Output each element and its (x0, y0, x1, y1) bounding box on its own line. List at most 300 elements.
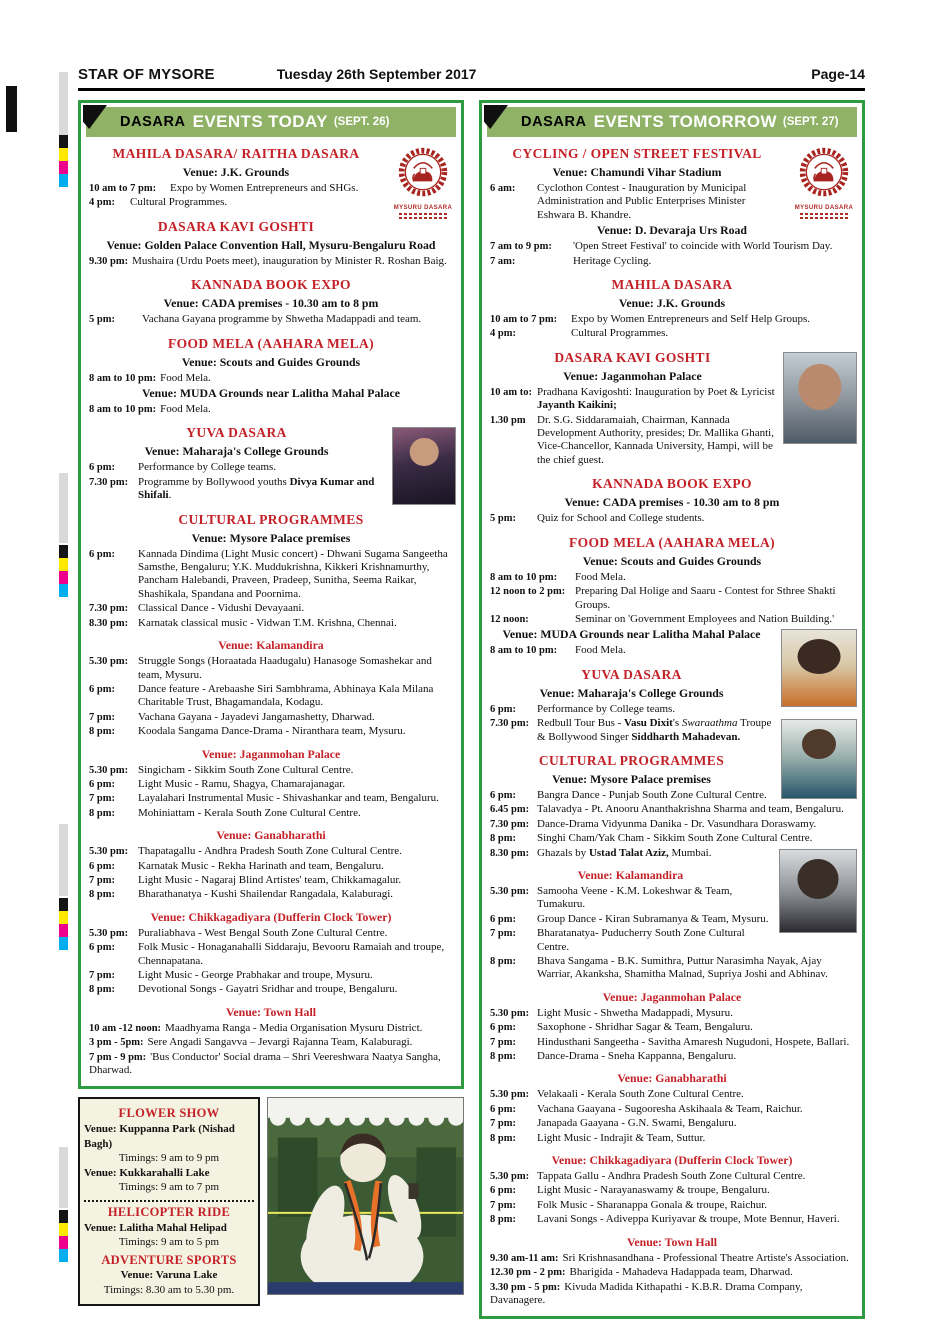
event-description: Bangra Dance - Punjab South Zone Cultural Centre. (537, 788, 767, 801)
event-time: 6 pm: (490, 1185, 516, 1197)
cmyk-bar (59, 937, 68, 950)
event-row (487, 1199, 857, 1212)
logo-tagline-rule (399, 213, 447, 215)
venue-line: Venue: J.K. Grounds (182, 165, 290, 179)
event-description: Mohiniattam - Kerala South Zone Cultural Centre. (138, 806, 361, 819)
event-time: 7 pm: (490, 1036, 516, 1048)
today-sections (86, 146, 456, 1077)
color-bar (59, 473, 68, 543)
event-section (86, 512, 456, 1078)
venue-subheading: Venue: Kalamandira (218, 638, 324, 653)
event-description: Velakaali - Kerala South Zone Cultural Centre. (537, 1088, 744, 1101)
event-section (487, 146, 857, 268)
cmyk-bar (59, 571, 68, 584)
venue-line: Venue: MUDA Grounds near Lalitha Mahal Palace (141, 386, 401, 401)
event-row (487, 313, 857, 326)
event-time: 12 noon to 2 pm: (490, 586, 566, 598)
event-row (86, 182, 456, 195)
event-row (487, 613, 857, 626)
event-description: Kannada Dindima (Light Music concert) - Dhwani Sugama Sangeetha Samsthe, Bengaluru; Y.K. Muddukrishna, Kikkeri Krishnamurthy, Pancham Halebandi, Praveen, Pradeep, Sunitha, Seema Raikar, Shashikala, Spandana and Poornima. (138, 547, 448, 600)
event-description: 'Open Street Festival' to coincide with World Tourism Day. (573, 240, 833, 253)
event-description: Dr. S.G. Siddaramaiah, Chairman, Kannada Development Authority, presides; Dr. Mallika Ghanti, Vice-Chancellor, Kannada University, Hampi, will be the chief guest. (537, 413, 774, 466)
event-description: Pradhana Kavigoshti: Inauguration by Poet & Lyricist Jayanth Kaikini; (537, 385, 775, 412)
event-section (487, 753, 857, 1307)
event-row (86, 548, 456, 602)
section-heading: CULTURAL PROGRAMMES (178, 511, 364, 527)
event-time: 7 pm: (89, 711, 115, 723)
event-description: Hindusthani Sangeetha - Savitha Amaresh Nugudoni, Hospete, Ballari. (537, 1035, 850, 1048)
cmyk-bar (59, 135, 68, 148)
event-time: 8 pm: (490, 1132, 516, 1144)
cmyk-bar (59, 558, 68, 571)
event-section (487, 350, 857, 467)
venue-line: Venue: J.K. Grounds (618, 296, 726, 311)
page-content (78, 100, 865, 1319)
event-time: 7 pm: (89, 874, 115, 886)
event-section (487, 277, 857, 341)
event-row (86, 983, 456, 996)
attraction-title: HELICOPTER RIDE (107, 1205, 231, 1219)
venue-subheading: Venue: Ganabharathi (216, 828, 326, 843)
event-row (86, 655, 456, 682)
event-time: 8 am to 10 pm: (490, 645, 558, 657)
event-row (86, 372, 456, 385)
venue-line: Venue: Jaganmohan Palace (563, 368, 702, 383)
event-row (487, 832, 857, 845)
bottom-row (78, 1097, 464, 1305)
attraction-line: Timings: 9 am to 9 pm (118, 1152, 220, 1165)
event-section (86, 277, 456, 326)
event-description: Seminar on 'Government Employees and Nation Building.' (575, 612, 835, 625)
cmyk-bar (59, 161, 68, 174)
event-description: Bharigida - Mahadeva Hadappada team, Dharwad. (569, 1266, 793, 1279)
venue-line: Venue: Maharaja's College Grounds (539, 685, 724, 700)
event-description: Layalahari Instrumental Music - Shivashankar and team, Bengaluru. (138, 792, 439, 805)
cmyk-bar (59, 584, 68, 597)
event-row (487, 327, 857, 340)
event-row (487, 703, 857, 716)
event-description: Sere Angadi Sangavva – Jevargi Rajanna Team, Kalaburagi. (147, 1036, 413, 1049)
event-description: Group Dance - Kiran Subramanya & Team, Mysuru. (537, 912, 769, 925)
event-time: 7.30 pm: (89, 603, 129, 615)
cmyk-bar (59, 1223, 68, 1236)
event-row (487, 386, 857, 413)
event-row (86, 1022, 456, 1035)
event-time: 7 am to 9 pm: (490, 241, 552, 253)
event-description: Saxophone - Shridhar Sagar & Team, Bengaluru. (537, 1021, 753, 1034)
event-time: 10 am to 7 pm: (490, 314, 558, 326)
issue-date: Tuesday 26th September 2017 (276, 66, 477, 82)
event-time: 6 pm: (490, 913, 516, 925)
logo-label: MYSURU DASARA (794, 205, 854, 211)
event-row (86, 1051, 456, 1078)
event-row (487, 847, 857, 860)
banner-date: (SEPT. 26) (333, 116, 390, 128)
event-time: 5.30 pm: (490, 1007, 530, 1019)
event-time: 8 pm: (89, 726, 115, 738)
event-row (86, 941, 456, 968)
logo-tagline-rule (399, 217, 447, 219)
event-time: 8 pm: (490, 956, 516, 967)
venue-line: Venue: CADA premises - 10.30 am to 8 pm (163, 296, 379, 311)
event-description: Maadhyama Ranga - Media Organisation Mysuru District. (165, 1021, 423, 1034)
event-description: Koodala Sangama Dance-Drama - Niranthara team, Mysuru. (138, 725, 406, 738)
color-bar (59, 1147, 68, 1208)
event-time: 5.30 pm: (89, 927, 129, 939)
event-row (487, 1050, 857, 1063)
event-time: 3 pm - 5pm: (89, 1037, 144, 1049)
cmyk-bar (59, 1236, 68, 1249)
event-section (86, 336, 456, 417)
event-time: 8 pm: (490, 1051, 516, 1063)
cmyk-bar (59, 1249, 68, 1262)
venue-line: Venue: Mysore Palace premises (191, 530, 351, 545)
event-row (86, 711, 456, 724)
event-description: Programme by Bollywood youths Divya Kumar and Shifali. (138, 475, 375, 502)
tomorrow-box (479, 100, 865, 1319)
event-time: 5.30 pm: (490, 1089, 530, 1101)
event-row (86, 888, 456, 901)
section-heading: CYCLING / OPEN STREET FESTIVAL (512, 146, 762, 161)
event-section (86, 425, 456, 502)
event-row (487, 571, 857, 584)
event-row (487, 803, 857, 816)
event-row (487, 913, 857, 926)
event-time: 6 pm: (490, 789, 516, 801)
event-section (86, 219, 456, 268)
event-row (487, 885, 857, 912)
event-description: Karnatak Music - Rekha Harinath and team, Bengaluru. (138, 859, 384, 872)
portrait-photo-musician (781, 629, 857, 707)
event-row (487, 512, 857, 525)
event-description: Light Music - Shwetha Madappadi, Mysuru. (537, 1006, 733, 1019)
event-time: 7.30 pm: (490, 818, 530, 830)
section-heading: KANNADA BOOK EXPO (592, 476, 752, 492)
event-description: Light Music - Ramu, Shagya, Chamarajanagar. (138, 777, 346, 790)
event-time: 8 pm: (490, 1214, 516, 1226)
venue-subheading: Venue: Chikkagadiyara (Dufferin Clock Tower) (150, 909, 392, 924)
event-time: 8 pm: (490, 833, 516, 845)
event-row (487, 414, 857, 468)
event-description: Dance-Drama Vidyunma Danika - Dr. Vasundhara Doraswamy. (537, 817, 817, 830)
event-row (86, 778, 456, 791)
event-time: 4 pm: (89, 197, 115, 209)
today-banner (86, 107, 456, 137)
event-row (86, 969, 456, 982)
event-time: 8 am to 10 pm: (89, 404, 157, 416)
tomorrow-sections (487, 146, 857, 1307)
event-time: 7 pm: (490, 1118, 516, 1130)
event-time: 6 pm: (89, 462, 115, 474)
event-description: Light Music - Indrajit & Team, Suttur. (537, 1131, 706, 1144)
venue-subheading: Venue: Ganabharathi (617, 1071, 727, 1086)
event-row (86, 617, 456, 630)
section-heading: KANNADA BOOK EXPO (191, 277, 351, 293)
event-time: 7.30 pm: (490, 718, 530, 730)
tomorrow-column (479, 100, 865, 1319)
venue-line: Venue: Mysore Palace premises (552, 771, 711, 786)
event-time: 9.30 pm: (89, 255, 129, 267)
event-time: 4 pm: (490, 328, 516, 340)
venue-line: Venue: Golden Palace Convention Hall, Mysuru-Bengaluru Road (106, 237, 436, 252)
venue-line: Venue: Scouts and Guides Grounds (181, 354, 361, 369)
event-row (86, 683, 456, 710)
event-row (487, 255, 857, 268)
event-time: 5.30 pm: (89, 656, 129, 668)
statue-photo (267, 1097, 464, 1295)
venue-subheading: Venue: Town Hall (626, 1234, 718, 1249)
event-row (86, 1036, 456, 1049)
event-row (487, 1266, 857, 1279)
event-description: 'Bus Conductor' Social drama – Shri Veereshwara Naatya Sangha, Dharwad. (89, 1050, 441, 1077)
event-description: Puraliabhava - West Bengal South Zone Cultural Centre. (138, 926, 388, 939)
logo-label: MYSURU DASARA (393, 205, 453, 211)
event-time: 6 am: (490, 183, 516, 194)
event-row (487, 1021, 857, 1034)
event-description: Ghazals by Ustad Talat Aziz, Mumbai. (537, 846, 712, 859)
event-time: 10 am to: (490, 386, 532, 398)
event-row (487, 927, 857, 954)
cmyk-bar (59, 148, 68, 161)
event-time: 8.30 pm: (89, 617, 129, 629)
event-description: Light Music - Narayanaswamy & troupe, Bengaluru. (537, 1184, 770, 1197)
venue-line: Venue: D. Devaraja Urs Road (597, 223, 747, 238)
venue-line: Venue: MUDA Grounds near Lalitha Mahal Palace (502, 627, 761, 642)
event-time: 6 pm: (89, 942, 115, 954)
attractions-box (78, 1097, 260, 1305)
event-row (86, 602, 456, 615)
event-row (86, 403, 456, 416)
event-description: Heritage Cycling. (573, 254, 652, 267)
event-description: Food Mela. (160, 371, 211, 384)
event-description: Food Mela. (575, 570, 626, 583)
venue-line: Venue: CADA premises - 10.30 am to 8 pm (564, 495, 780, 510)
event-time: 6 pm: (89, 778, 115, 790)
event-description: Cyclothon Contest - Inauguration by Municipal Administration and Public Enterprises Minister Eshwara B. Khandre. (537, 182, 747, 221)
today-column (78, 100, 464, 1306)
event-description: Expo by Women Entrepreneurs and SHGs. (170, 182, 359, 194)
event-time: 10 am -12 noon: (89, 1022, 162, 1034)
cmyk-bar (59, 924, 68, 937)
event-description: Folk Music - Sharanappa Gonala & troupe, Raichur. (537, 1198, 768, 1211)
cmyk-bar (59, 545, 68, 558)
event-description: Light Music - George Prabhakar and troupe, Mysuru. (138, 969, 373, 981)
event-description: Struggle Songs (Horaatada Haadugalu) Hanasoge Somashekar and team, Mysuru. (138, 655, 432, 681)
event-row (487, 644, 857, 657)
event-time: 8 am to 10 pm: (89, 372, 157, 384)
event-row (487, 955, 857, 982)
event-time: 12.30 pm - 2 pm: (490, 1267, 566, 1279)
section-heading: MAHILA DASARA (611, 277, 733, 293)
attraction-title: FLOWER SHOW (118, 1106, 220, 1121)
event-time: 1.30 pm (490, 414, 526, 426)
cmyk-bar (59, 174, 68, 187)
event-section (487, 535, 857, 658)
color-bar (59, 72, 68, 135)
venue-subheading: Venue: Jaganmohan Palace (201, 746, 341, 761)
banner-date: (SEPT. 27) (782, 116, 839, 128)
section-heading: MAHILA DASARA/ RAITHA DASARA (112, 146, 360, 161)
event-row (487, 1036, 857, 1049)
event-time: 5 pm: (490, 513, 516, 525)
event-description: Food Mela. (575, 644, 626, 657)
page-number: Page-14 (811, 66, 865, 82)
section-heading: CULTURAL PROGRAMMES (538, 752, 725, 768)
venue-subheading: Venue: Town Hall (225, 1004, 317, 1019)
event-row (86, 845, 456, 858)
event-time: 7 pm - 9 pm: (89, 1051, 147, 1063)
event-time: 10 am to 7 pm: (89, 183, 157, 194)
section-heading: DASARA KAVI GOSHTI (157, 218, 315, 234)
event-row (86, 874, 456, 887)
page-header (78, 66, 865, 91)
event-time: 6 pm: (490, 1103, 516, 1115)
event-row (86, 313, 456, 326)
event-description: Performance by College teams. (138, 461, 277, 474)
dotted-divider (84, 1200, 254, 1202)
event-time: 7.30 pm: (89, 476, 129, 488)
cmyk-bar (59, 1210, 68, 1223)
event-time: 8.30 pm: (490, 847, 530, 859)
event-time: 6 pm: (89, 548, 115, 560)
event-row (86, 725, 456, 738)
attraction-line: Timings: 8.30 am to 5.30 pm. (103, 1283, 235, 1296)
event-description: Janapada Gaayana - G.N. Swami, Bengaluru. (537, 1117, 737, 1130)
event-row (487, 1103, 857, 1116)
event-row (86, 860, 456, 873)
event-time: 3.30 pm - 5 pm: (490, 1281, 561, 1293)
event-time: 7 am: (490, 255, 516, 267)
event-description: Preparing Dal Holige and Saaru - Contest for Sthree Shakti Groups. (575, 585, 836, 611)
banner-brand: DASARA (120, 114, 186, 130)
event-description: Talavadya - Pt. Anooru Ananthakrishna Sharma and team, Bengaluru. (537, 803, 844, 816)
masthead: STAR OF MYSORE (78, 66, 215, 83)
event-row (86, 476, 456, 503)
event-row (86, 196, 456, 209)
event-description: Vachana Gayana - Jayadevi Jangamashetty, Dharwad. (138, 710, 375, 723)
banner-title: EVENTS TOMORROW (593, 112, 777, 131)
event-row (487, 1184, 857, 1197)
attraction-line: Timings: 9 am to 7 pm (118, 1181, 220, 1194)
event-description: Kivuda Madida Kithapathi - K.B.R. Drama Company, Davanagere. (490, 1280, 803, 1306)
event-time: 8 pm: (89, 807, 115, 819)
event-row (487, 1213, 857, 1226)
attraction-line: Timings: 9 am to 5 pm (118, 1236, 220, 1249)
event-row (86, 255, 456, 268)
event-section (86, 146, 456, 210)
event-time: 6 pm: (89, 860, 115, 872)
event-description: Vachana Gayana programme by Shwetha Madappadi and team. (142, 313, 422, 326)
cmyk-bar (59, 898, 68, 911)
event-row (487, 1007, 857, 1020)
color-bar (59, 824, 68, 896)
attraction-line: Venue: Kuppanna Park (Nishad Bagh) (84, 1123, 235, 1150)
event-time: 5 pm: (89, 314, 115, 326)
event-description: Quiz for School and College students. (537, 512, 705, 525)
event-time: 9.30 am-11 am: (490, 1252, 559, 1264)
event-description: Dance-Drama - Sneha Kappanna, Bengaluru. (537, 1050, 737, 1063)
event-row (487, 240, 857, 253)
event-time: 8 pm: (89, 984, 115, 996)
section-heading: FOOD MELA (AAHARA MELA) (167, 335, 375, 351)
event-description: Mushaira (Urdu Poets meet), inauguration by Minister R. Roshan Baig. (132, 254, 447, 267)
event-row (487, 789, 857, 802)
event-row (487, 585, 857, 612)
event-description: Light Music - Nagaraj Blind Artistes' team, Chikkamagalur. (138, 873, 402, 886)
attraction-line: Venue: Lalitha Mahal Helipad (84, 1221, 227, 1234)
event-description: Classical Dance - Vidushi Devayaani. (138, 602, 305, 615)
event-description: Expo by Women Entrepreneurs and Self Help Groups. (571, 313, 811, 326)
venue-subheading: Venue: Kalamandira (577, 867, 684, 882)
event-description: Sri Krishnasandhana - Professional Theatre Artiste's Association. (562, 1251, 849, 1264)
event-section (487, 476, 857, 525)
event-description: Vachana Gaayana - Sugooresha Askihaala & Team, Raichur. (537, 1102, 803, 1115)
event-row (487, 1170, 857, 1183)
event-time: 7 pm: (89, 793, 115, 805)
venue-line: Venue: Chamundi Vihar Stadium (552, 165, 722, 179)
event-row (487, 1252, 857, 1265)
banner-title: EVENTS TODAY (192, 112, 328, 131)
event-row (86, 807, 456, 820)
attraction-line: Venue: Varuna Lake (120, 1269, 218, 1282)
section-heading: FOOD MELA (AAHARA MELA) (568, 534, 776, 550)
event-description: Tappata Gallu - Andhra Pradesh South Zone Cultural Centre. (537, 1170, 806, 1183)
event-row (487, 1117, 857, 1130)
event-time: 5.30 pm: (89, 846, 129, 858)
event-description: Thapatagallu - Andhra Pradesh South Zone Cultural Centre. (138, 845, 402, 858)
event-row (487, 818, 857, 831)
event-row (86, 792, 456, 805)
event-row (487, 1281, 857, 1308)
event-description: Folk Music - Honaganahalli Siddaraju, Bevooru Ramaiah and troupe, Chennapatana. (138, 941, 445, 967)
event-time: 5.30 pm: (89, 764, 129, 776)
event-description: Singhi Cham/Yak Cham - Sikkim South Zone Cultural Centre. (537, 832, 813, 845)
event-description: Bharathanatya - Kushi Shailendar Rangadala, Kalaburagi. (138, 888, 394, 901)
venue-subheading: Venue: Jaganmohan Palace (602, 989, 742, 1004)
event-time: 6.45 pm: (490, 804, 530, 816)
section-heading: YUVA DASARA (186, 425, 287, 441)
event-description: Food Mela. (160, 403, 211, 416)
section-heading: DASARA KAVI GOSHTI (554, 349, 711, 365)
attraction-line: Venue: Kukkarahalli Lake (84, 1166, 210, 1179)
event-description: Performance by College teams. (537, 702, 676, 715)
event-row (86, 461, 456, 474)
today-box (78, 100, 464, 1089)
event-time: 8 pm: (89, 889, 115, 901)
event-time: 7 pm: (490, 928, 516, 940)
venue-line: Venue: Maharaja's College Grounds (144, 444, 329, 459)
event-time: 6 pm: (490, 703, 516, 715)
event-time: 5.30 pm: (490, 1171, 530, 1183)
event-row (487, 182, 857, 222)
event-description: Redbull Tour Bus - Vasu Dixit's Swaraathma Troupe & Bollywood Singer Siddharth Mahadevan. (537, 717, 772, 743)
event-row (487, 717, 857, 744)
event-row (487, 1088, 857, 1101)
event-description: Dance feature - Arebaashe Siri Sambhrama, Abhinaya Kala Milana Charitable Trust, Bhagamandala, Kodagu. (138, 682, 434, 709)
event-description: Cultural Programmes. (571, 327, 669, 340)
event-description: Singicham - Sikkim South Zone Cultural Centre. (138, 763, 354, 776)
event-time: 7 pm: (490, 1199, 516, 1211)
cmyk-bar (59, 911, 68, 924)
event-description: Devotional Songs - Gayatri Sridhar and troupe, Bengaluru. (138, 983, 398, 996)
event-description: Bharatanatya- Puducherry South Zone Cultural Centre. (537, 927, 745, 953)
event-time: 7 pm: (89, 970, 115, 981)
event-description: Cultural Programmes. (130, 196, 228, 209)
event-description: Lavani Songs - Adiveppa Kuriyavar & troupe, Mote Bennur, Haveri. (537, 1213, 840, 1226)
event-row (487, 1132, 857, 1145)
event-time: 6 pm: (89, 683, 115, 695)
tomorrow-banner (487, 107, 857, 137)
